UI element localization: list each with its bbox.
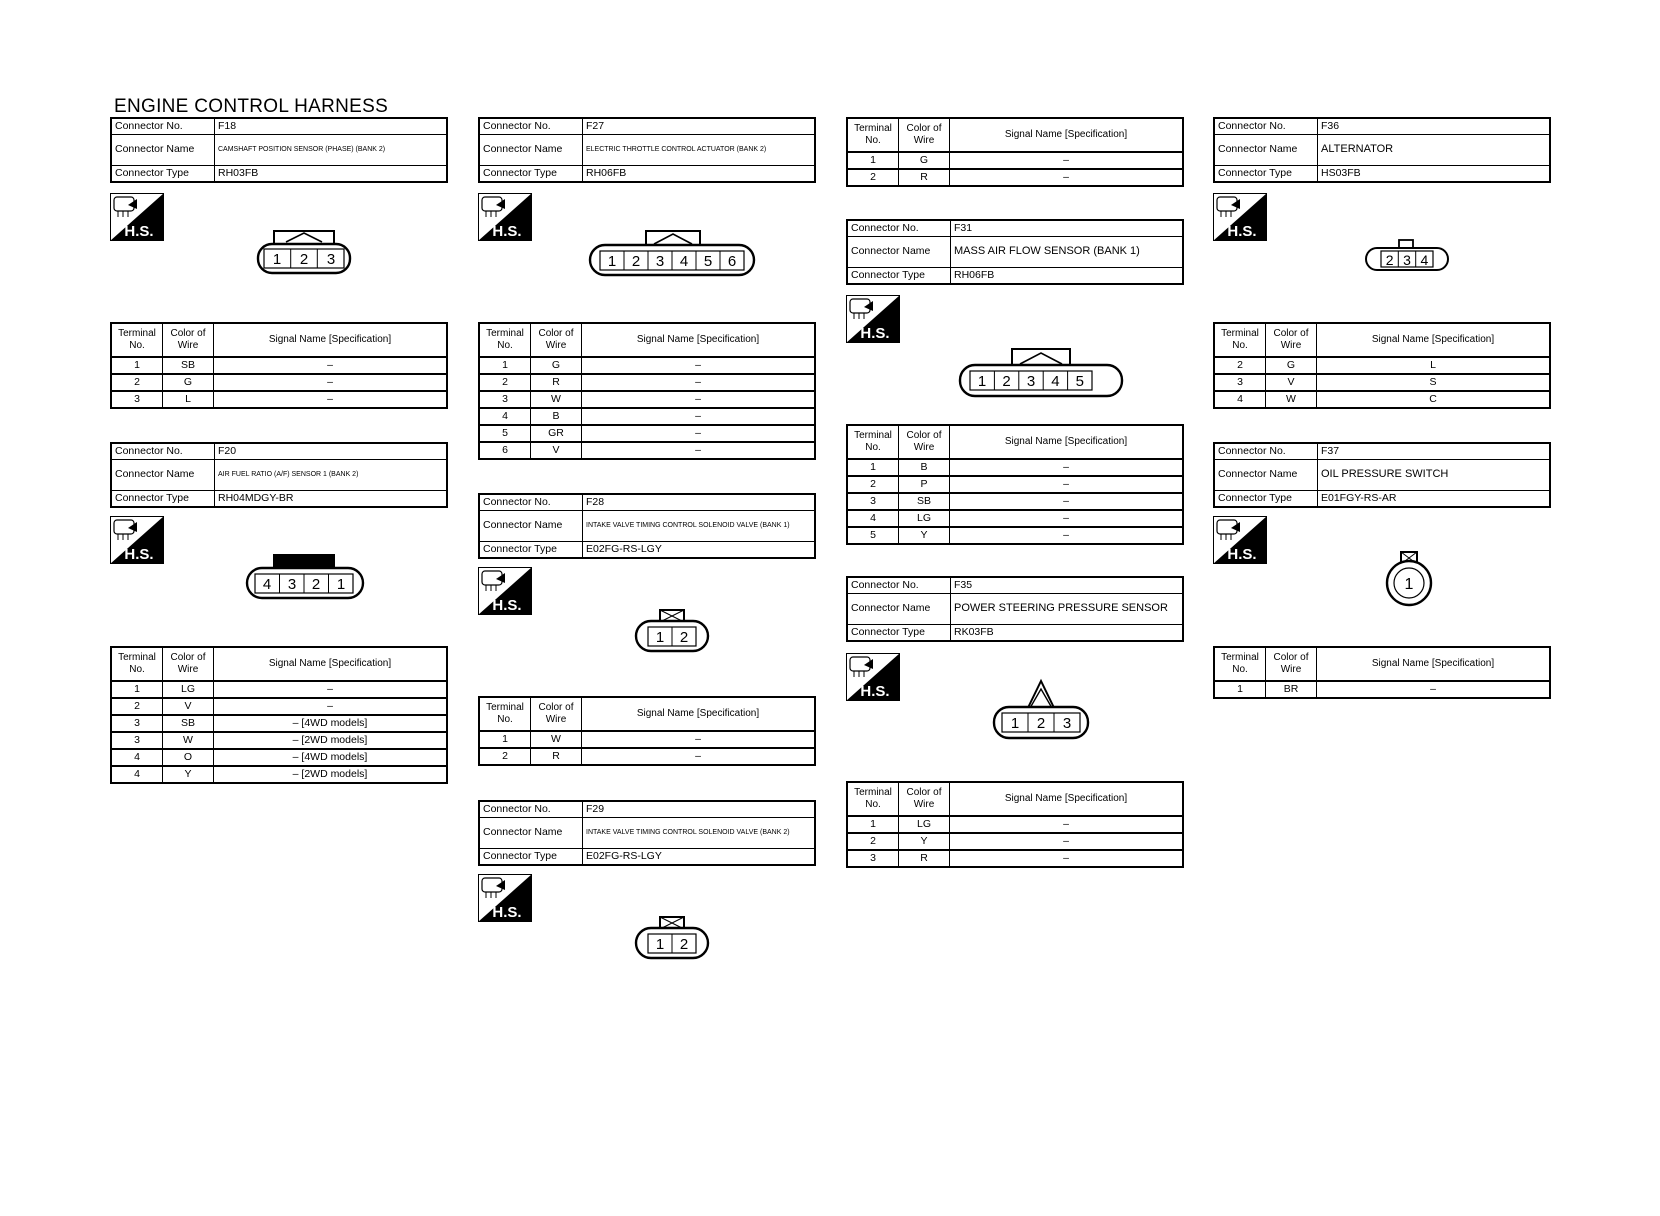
harness-side-icon [1213, 516, 1267, 564]
table-row: 1 LG – [111, 681, 447, 698]
label-connector-no: Connector No. [479, 801, 583, 818]
label-connector-name: Connector Name [479, 135, 583, 166]
pin-label: 2 [299, 251, 309, 268]
connector-f20-terminals [110, 646, 448, 784]
table-row: 3 SB – [847, 493, 1183, 510]
pin-label: 1 [1404, 576, 1414, 593]
header-terminal: Terminal No. [479, 323, 531, 357]
table-row: 6 V – [479, 442, 815, 459]
connector-name-value: INTAKE VALVE TIMING CONTROL SOLENOID VALVE (BANK 1) [583, 511, 816, 542]
connector-f37-terminals [1213, 646, 1551, 699]
header-terminal: Terminal No. [1214, 323, 1266, 357]
header-signal: Signal Name [Specification] [950, 425, 1184, 459]
label-connector-no: Connector No. [847, 220, 951, 237]
label-connector-type: Connector Type [479, 849, 583, 866]
table-row: 1 SB – [111, 357, 447, 374]
header-signal: Signal Name [Specification] [950, 118, 1184, 152]
pin-label: 3 [287, 576, 297, 593]
pin-label: 2 [679, 936, 689, 953]
connector-no-value: F27 [583, 118, 816, 135]
table-row: 3 W – [2WD models] [111, 732, 447, 749]
connector-f20-info [110, 442, 448, 508]
header-signal: Signal Name [Specification] [214, 323, 448, 357]
harness-side-icon [846, 653, 900, 701]
label-connector-no: Connector No. [1214, 443, 1318, 460]
header-signal: Signal Name [Specification] [1317, 647, 1551, 681]
label-connector-type: Connector Type [111, 166, 215, 183]
connector-f36-terminals [1213, 322, 1551, 409]
pin-label: 4 [1420, 252, 1429, 268]
connector-type-value: RH04MDGY-BR [215, 491, 448, 508]
connector-f31-diagram [958, 346, 1126, 406]
label-connector-name: Connector Name [1214, 135, 1318, 166]
connector-f35-info [846, 576, 1184, 642]
pin-label: 4 [1051, 373, 1060, 390]
table-row: 1 W – [479, 731, 815, 748]
table-row: 2 P – [847, 476, 1183, 493]
connector-f18-diagram [256, 228, 352, 284]
label-connector-type: Connector Type [111, 491, 215, 508]
connector-f28-diagram [634, 608, 710, 658]
label-connector-type: Connector Type [479, 166, 583, 183]
table-row: 3 W – [479, 391, 815, 408]
page-title: ENGINE CONTROL HARNESS [114, 96, 389, 117]
header-signal: Signal Name [Specification] [950, 782, 1184, 816]
connector-type-value: RH06FB [951, 268, 1184, 285]
connector-name-value: INTAKE VALVE TIMING CONTROL SOLENOID VALVE (BANK 2) [583, 818, 816, 849]
table-row: 3 SB – [4WD models] [111, 715, 447, 732]
harness-side-icon [478, 874, 532, 922]
connector-f27-info [478, 117, 816, 183]
table-row: 1 B – [847, 459, 1183, 476]
pin-label: 1 [977, 373, 987, 390]
connector-f36-info [1213, 117, 1551, 183]
pin-label: 2 [1385, 252, 1394, 268]
pin-label: 1 [655, 629, 665, 646]
label-connector-name: Connector Name [111, 460, 215, 491]
table-row: 1 G – [479, 357, 815, 374]
pin-label: 2 [1036, 715, 1046, 732]
connector-type-value: RK03FB [951, 625, 1184, 642]
connector-f31-terminals [846, 424, 1184, 545]
connector-type-value: HS03FB [1318, 166, 1551, 183]
label-connector-type: Connector Type [1214, 491, 1318, 508]
header-color: Color of Wire [1266, 647, 1317, 681]
label-connector-type: Connector Type [1214, 166, 1318, 183]
pin-label: 1 [336, 576, 346, 593]
label-connector-type: Connector Type [847, 625, 951, 642]
connector-type-value: RH06FB [583, 166, 816, 183]
pin-label: 1 [607, 253, 617, 270]
connector-f30-terminals [846, 117, 1184, 187]
connector-name-value: ALTERNATOR [1318, 135, 1551, 166]
header-signal: Signal Name [Specification] [1317, 323, 1551, 357]
harness-side-icon [478, 193, 532, 241]
table-row: 5 Y – [847, 527, 1183, 544]
header-terminal: Terminal No. [111, 323, 163, 357]
connector-type-value: E02FG-RS-LGY [583, 849, 816, 866]
header-color: Color of Wire [163, 323, 214, 357]
table-row: 4 O – [4WD models] [111, 749, 447, 766]
table-row: 2 Y – [847, 833, 1183, 850]
label-connector-name: Connector Name [479, 818, 583, 849]
connector-type-value: RH03FB [215, 166, 448, 183]
pin-label: 3 [1062, 715, 1072, 732]
header-terminal: Terminal No. [847, 782, 899, 816]
label-connector-no: Connector No. [111, 443, 215, 460]
pin-label: 5 [703, 253, 713, 270]
header-color: Color of Wire [1266, 323, 1317, 357]
pin-label: 3 [655, 253, 665, 270]
label-connector-type: Connector Type [479, 542, 583, 559]
label-connector-name: Connector Name [479, 511, 583, 542]
pin-label: 5 [1075, 373, 1084, 390]
connector-f29-info [478, 800, 816, 866]
pin-label: 6 [727, 253, 737, 270]
connector-f35-terminals [846, 781, 1184, 868]
connector-f37-info [1213, 442, 1551, 508]
table-row: 2 R – [479, 374, 815, 391]
header-terminal: Terminal No. [111, 647, 163, 681]
connector-no-value: F31 [951, 220, 1184, 237]
connector-name-value: CAMSHAFT POSITION SENSOR (PHASE) (BANK 2) [215, 135, 448, 166]
header-terminal: Terminal No. [847, 118, 899, 152]
pin-label: 3 [1403, 252, 1411, 268]
harness-side-icon [1213, 193, 1267, 241]
harness-side-icon [478, 567, 532, 615]
table-row: 4 W C [1214, 391, 1550, 408]
pin-label: 2 [631, 253, 641, 270]
table-row: 3 R – [847, 850, 1183, 867]
label-connector-no: Connector No. [111, 118, 215, 135]
label-connector-no: Connector No. [479, 118, 583, 135]
pin-label: 1 [1010, 715, 1020, 732]
connector-f18-terminals [110, 322, 448, 409]
connector-f27-terminals [478, 322, 816, 460]
label-connector-name: Connector Name [1214, 460, 1318, 491]
label-connector-name: Connector Name [847, 237, 951, 268]
connector-no-value: F37 [1318, 443, 1551, 460]
header-terminal: Terminal No. [1214, 647, 1266, 681]
connector-name-value: MASS AIR FLOW SENSOR (BANK 1) [951, 237, 1184, 268]
table-row: 4 LG – [847, 510, 1183, 527]
header-terminal: Terminal No. [479, 697, 531, 731]
pin-label: 2 [311, 576, 321, 593]
header-color: Color of Wire [531, 697, 582, 731]
header-color: Color of Wire [899, 118, 950, 152]
table-row: 4 Y – [2WD models] [111, 766, 447, 783]
table-row: 2 R – [847, 169, 1183, 186]
connector-no-value: F28 [583, 494, 816, 511]
header-signal: Signal Name [Specification] [582, 323, 816, 357]
pin-label: 3 [1026, 373, 1036, 390]
pin-label: 2 [679, 629, 689, 646]
connector-f37-diagram [1382, 550, 1436, 608]
connector-name-value: POWER STEERING PRESSURE SENSOR [951, 594, 1184, 625]
table-row: 2 G L [1214, 357, 1550, 374]
table-row: 2 R – [479, 748, 815, 765]
label-connector-name: Connector Name [111, 135, 215, 166]
pin-label: 3 [326, 251, 336, 268]
pin-label: 1 [655, 936, 665, 953]
connector-f27-diagram [588, 228, 758, 286]
harness-side-icon [110, 193, 164, 241]
table-row: 3 V S [1214, 374, 1550, 391]
connector-no-value: F35 [951, 577, 1184, 594]
harness-side-icon [110, 516, 164, 564]
label-connector-no: Connector No. [479, 494, 583, 511]
connector-f35-diagram [992, 678, 1090, 746]
connector-type-value: E01FGY-RS-AR [1318, 491, 1551, 508]
table-row: 2 V – [111, 698, 447, 715]
header-terminal: Terminal No. [847, 425, 899, 459]
header-color: Color of Wire [163, 647, 214, 681]
table-row: 4 B – [479, 408, 815, 425]
label-connector-name: Connector Name [847, 594, 951, 625]
connector-f28-terminals [478, 696, 816, 766]
table-row: 5 GR – [479, 425, 815, 442]
pin-label: 4 [262, 576, 272, 593]
table-row: 1 G – [847, 152, 1183, 169]
header-color: Color of Wire [899, 425, 950, 459]
pin-label: 2 [1002, 373, 1011, 390]
connector-f28-info [478, 493, 816, 559]
table-row: 3 L – [111, 391, 447, 408]
connector-name-value: OIL PRESSURE SWITCH [1318, 460, 1551, 491]
connector-f20-diagram [245, 550, 365, 608]
label-connector-type: Connector Type [847, 268, 951, 285]
connector-name-value: AIR FUEL RATIO (A/F) SENSOR 1 (BANK 2) [215, 460, 448, 491]
connector-type-value: E02FG-RS-LGY [583, 542, 816, 559]
connector-name-value: ELECTRIC THROTTLE CONTROL ACTUATOR (BANK 2) [583, 135, 816, 166]
pin-label: 4 [679, 253, 689, 270]
header-color: Color of Wire [531, 323, 582, 357]
pin-label: 1 [272, 251, 282, 268]
table-row: 1 BR – [1214, 681, 1550, 698]
connector-f36-diagram [1364, 238, 1450, 274]
table-row: 1 LG – [847, 816, 1183, 833]
harness-side-icon [846, 295, 900, 343]
label-connector-no: Connector No. [1214, 118, 1318, 135]
header-signal: Signal Name [Specification] [582, 697, 816, 731]
connector-no-value: F36 [1318, 118, 1551, 135]
connector-f29-diagram [634, 915, 710, 965]
connector-no-value: F29 [583, 801, 816, 818]
connector-f31-info [846, 219, 1184, 285]
header-color: Color of Wire [899, 782, 950, 816]
connector-no-value: F20 [215, 443, 448, 460]
label-connector-no: Connector No. [847, 577, 951, 594]
table-row: 2 G – [111, 374, 447, 391]
connector-no-value: F18 [215, 118, 448, 135]
header-signal: Signal Name [Specification] [214, 647, 448, 681]
connector-f18-info [110, 117, 448, 183]
